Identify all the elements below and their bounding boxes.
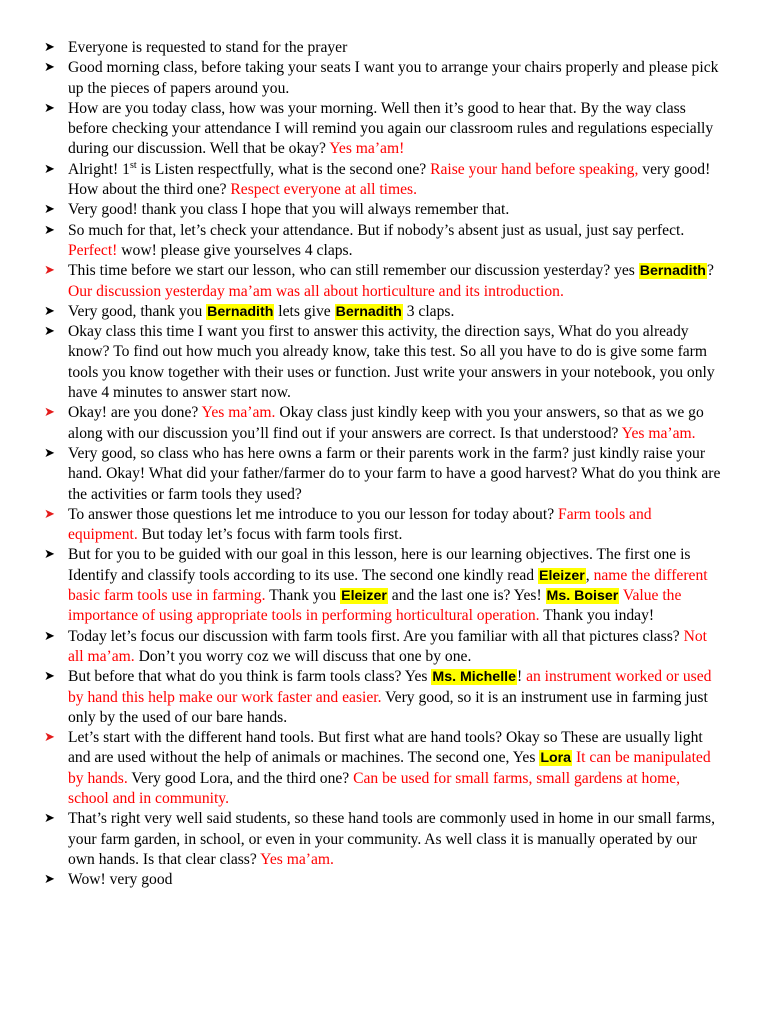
student-answer: name the different basic farm tools use in farming. [68, 566, 708, 605]
teacher-text: Very good, so it is an instrument use in farming just only by the used of our bare hands. [68, 688, 708, 726]
student-answer: Respect everyone at all times. [230, 181, 418, 199]
teacher-text: Wow! very good [68, 871, 173, 889]
script-line [0, 261, 722, 302]
teacher-text: Okay class this time I want you first to answer this activity, the direction says, What do you already know? To find out how much you already know, take this test. So all you have to do is give some farm tools you know together with their uses or function. Just write your answers in your notebook, you only have 4 minutes to answer start now. [68, 323, 715, 402]
arrowhead-bullet-icon: ➤ [44, 60, 55, 76]
script-line [0, 38, 722, 58]
teacher-text: Alright! 1 [68, 160, 130, 178]
script-line [0, 302, 722, 322]
student-answer: Yes ma’am. [260, 850, 334, 868]
script-line [0, 99, 722, 160]
arrowhead-bullet-icon: ➤ [44, 405, 55, 421]
teacher-text: lets give [274, 302, 335, 320]
arrowhead-bullet-icon: ➤ [44, 872, 55, 888]
student-answer: It can be manipulated by hands. [68, 749, 711, 787]
teacher-text: , [585, 566, 594, 584]
arrowhead-bullet-icon: ➤ [44, 506, 55, 522]
student-answer: Can be used for small farms, small gardens at home, school and in community. [68, 769, 681, 807]
teacher-text: But today let’s focus with farm tools first. [137, 526, 403, 544]
script-line [0, 545, 722, 626]
teacher-text: 3 claps. [402, 302, 455, 320]
script-line [0, 403, 722, 444]
script-line [0, 444, 722, 505]
teacher-text: This time before we start our lesson, who can still remember our discussion yesterday? yes [68, 262, 639, 280]
ordinal-suffix: st [129, 159, 137, 171]
student-answer: Not all ma’am. [68, 627, 707, 665]
teacher-text: Very good Lora, and the third one? [127, 769, 354, 787]
student-name-highlight: Ms. Boiser [546, 588, 619, 605]
script-line [0, 160, 722, 201]
teacher-text: Today let’s focus our discussion with farm tools first. Are you familiar with all that pictures class? [68, 627, 684, 645]
arrowhead-bullet-icon: ➤ [44, 161, 55, 177]
script-line [0, 870, 722, 890]
student-name-highlight: Lora [540, 750, 572, 767]
script-line [0, 221, 722, 262]
student-answer: an instrument worked or used by hand this help make our work faster and easier. [68, 668, 712, 706]
student-name-highlight: Bernadith [207, 303, 274, 320]
teacher-text: Don’t you worry coz we will discuss that one by one. [134, 647, 472, 665]
teacher-text: Thank you inday! [539, 607, 655, 625]
student-name-highlight: Eleizer [539, 567, 585, 584]
teacher-text: Good morning class, before taking your seats I want you to arrange your chairs properly and please pick up the pieces of papers around you. [68, 59, 719, 97]
teacher-text: wow! please give yourselves 4 claps. [117, 241, 353, 259]
script-line [0, 505, 722, 546]
arrowhead-bullet-icon: ➤ [44, 730, 55, 746]
student-answer: Farm tools and equipment. [68, 505, 652, 544]
script-line [0, 667, 722, 728]
teacher-text: That’s right very well said students, so these hand tools are commonly used in home in our small farms, your farm garden, in school, or even in your community. As well class it is manually operated by our own hands. Is that clear class? [68, 810, 716, 868]
arrowhead-bullet-icon: ➤ [44, 445, 55, 461]
teacher-text: Very good, so class who has here owns a farm or their parents work in the farm? just kindly raise your hand. Okay! What did your father/farmer do to your farm to have a good harvest? What do you think are the activities or farm tools they used? [68, 444, 721, 503]
student-name-highlight: Eleizer [341, 588, 387, 605]
teacher-text: Let’s start with the different hand tools. But first what are hand tools? Okay so These are usually light and are used without the help of animals or machines. The second one, Yes [68, 729, 703, 767]
teacher-text: and the last one is? Yes! [387, 587, 546, 605]
teacher-text: Very good! thank you class I hope that you will always remember that. [68, 201, 510, 219]
arrowhead-bullet-icon: ➤ [44, 547, 55, 563]
teacher-text: ? [706, 262, 714, 280]
arrowhead-bullet-icon: ➤ [44, 811, 55, 827]
teacher-text: So much for that, let’s check your attendance. But if nobody’s absent just as usual, just say perfect. [68, 221, 685, 239]
script-line [0, 809, 722, 870]
arrowhead-bullet-icon: ➤ [44, 263, 55, 279]
teacher-text: Okay! are you done? [68, 404, 202, 422]
teacher-text: Everyone is requested to stand for the prayer [68, 39, 348, 56]
arrowhead-bullet-icon: ➤ [44, 40, 55, 55]
script-line [0, 627, 722, 668]
student-answer: Our discussion yesterday ma’am was all about horticulture and its introduction. [68, 282, 564, 300]
teacher-text: very good! How about the third one? [68, 160, 711, 199]
script-line [0, 728, 722, 809]
student-answer: Perfect! [68, 241, 118, 259]
arrowhead-bullet-icon: ➤ [44, 669, 55, 685]
student-answer: Value the importance of using appropriate tools in performing horticultural operation. [68, 587, 682, 625]
teacher-text: But before that what do you think is farm tools class? Yes [68, 668, 432, 686]
teacher-text: ! [516, 668, 527, 686]
student-name-highlight: Bernadith [335, 303, 402, 320]
student-name-highlight: Ms. Michelle [432, 669, 516, 686]
arrowhead-bullet-icon: ➤ [44, 100, 55, 116]
student-answer: Yes ma’am! [329, 140, 405, 158]
student-answer: Yes ma’am. [201, 404, 276, 422]
script-line [0, 58, 722, 99]
arrowhead-bullet-icon: ➤ [44, 628, 55, 644]
arrowhead-bullet-icon: ➤ [44, 222, 55, 238]
teacher-text: But for you to be guided with our goal in this lesson, here is our learning objectives. The first one is Identify and classify tools according to its use. The second one kindly read [68, 546, 691, 584]
student-name-highlight: Bernadith [639, 263, 706, 280]
teacher-text: is Listen respectfully, what is the second one? [136, 160, 431, 178]
script-line [0, 322, 722, 403]
arrowhead-bullet-icon: ➤ [44, 303, 55, 319]
student-answer: Yes ma’am. [621, 424, 696, 442]
teacher-text: Very good, thank you [68, 302, 207, 320]
teacher-text: Thank you [265, 587, 341, 605]
teacher-text: How are you today class, how was your morning. Well then it’s good to hear that. By the way class before checking your attendance I will remind you again our classroom rules and regulations especially during our discussion. Well that be okay? [68, 99, 714, 158]
arrowhead-bullet-icon: ➤ [44, 324, 55, 340]
student-answer: Raise your hand before speaking, [430, 160, 639, 178]
teacher-text: Okay class just kindly keep with you your answers, so that as we go along with our discussion you’ll find out if your answers are correct. Is that understood? [68, 404, 704, 442]
arrowhead-bullet-icon: ➤ [44, 202, 55, 218]
script-line [0, 200, 722, 220]
teacher-text: To answer those questions let me introduce to you our lesson for today about? [68, 505, 559, 523]
